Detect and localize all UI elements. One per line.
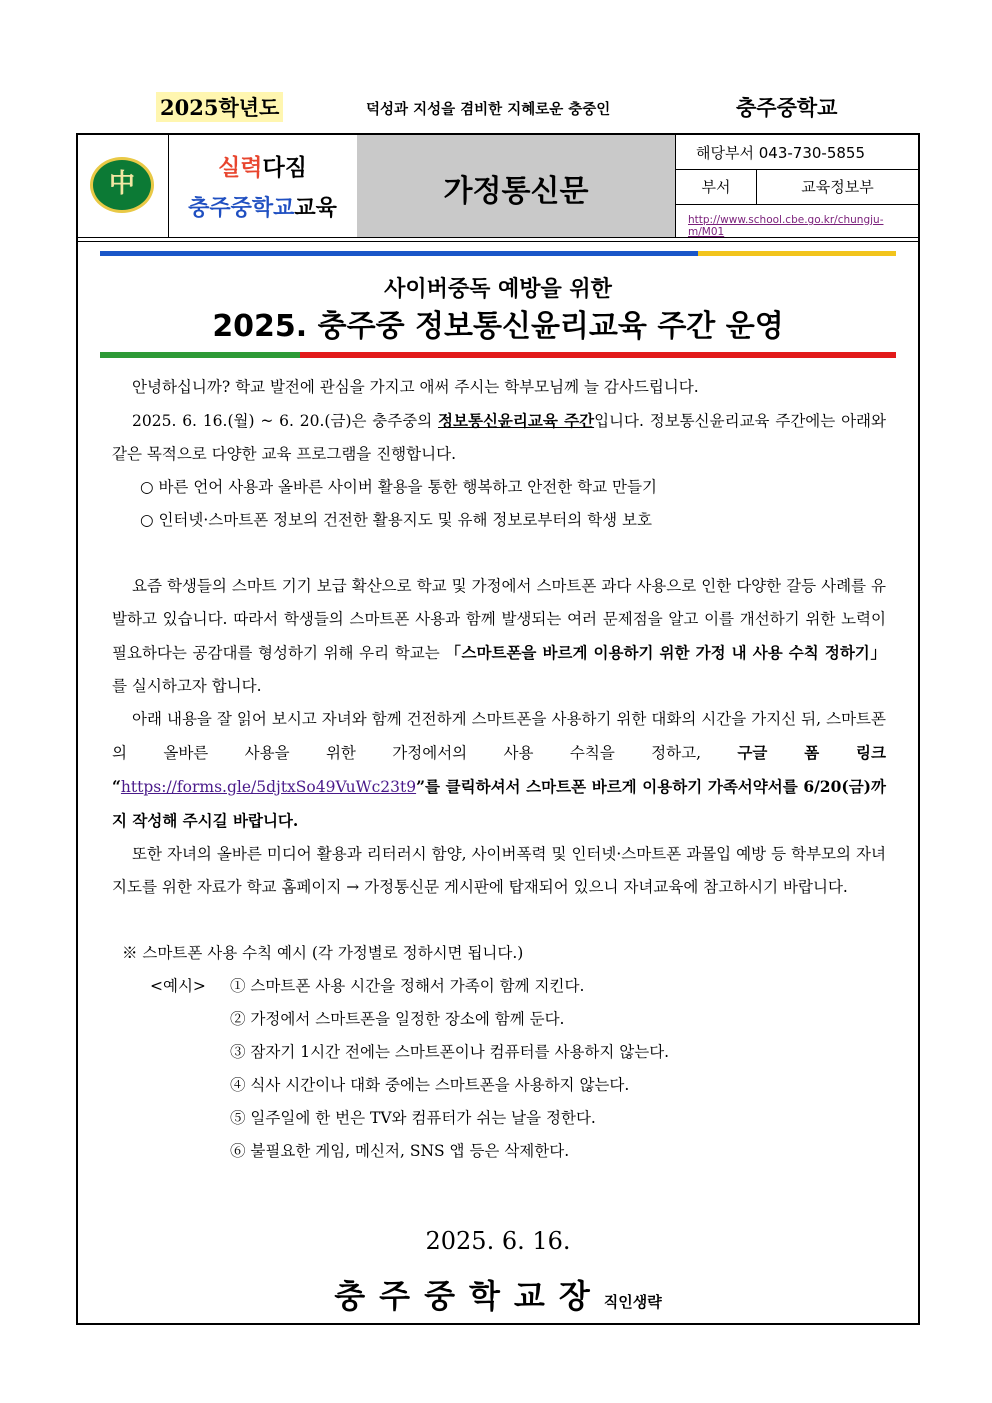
signature [78,1271,918,1317]
letter-body [112,371,886,1168]
slogan-rest: 다짐 [262,155,307,181]
logo-cell [78,135,169,237]
url-row [676,205,918,237]
header-divider [78,237,918,242]
example-row [112,1135,886,1168]
example-row [112,1036,886,1069]
top-line [76,88,918,124]
color-bar-top [100,251,896,256]
newsletter-frame [76,133,920,1325]
school-name: 충주중학교 [736,96,838,120]
document-title: 가정통신문 [443,174,589,209]
principal-title: 충주중학교장 [334,1277,604,1315]
purpose-1: ○ 바른 언어 사용과 올바른 사이버 활용을 통한 행복하고 안전한 학교 만들기 [140,478,657,496]
dept-phone-row [676,135,918,170]
example-label: <예시> [150,977,206,995]
example-row [112,1069,886,1102]
slogan-line-2 [168,191,357,222]
program-title: 「스마트폰을 바르게 이용하기 위한 가정 내 사용 수칙 정하기」 [445,643,886,662]
headline-sub: 사이버중독 예방을 위한 [384,277,612,302]
example-item: ⑤ 일주일에 한 번은 TV와 컴퓨터가 쉬는 날을 정한다. [230,1109,596,1127]
paragraph-week: 2025. 6. 16.(월) ~ 6. 20.(금)은 충주중의 정보통신윤리교육 주간입니다. 정보통신윤리교육 주간에는 아래와 같은 목적으로 다양한 교육 프로그램을 진행합니다. [112,411,886,463]
dept-row [676,170,918,205]
issue-date: 2025. 6. 16. [425,1227,571,1255]
example-note: ※ 스마트폰 사용 수칙 예시 (각 가정별로 정하시면 됩니다.) [122,944,524,962]
dept-value: 교육정보부 [801,178,874,196]
greeting: 안녕하십니까? 학교 발전에 관심을 가지고 애써 주시는 학부모님께 늘 감사드립니다. [132,378,699,396]
example-item: ② 가정에서 스마트폰을 일정한 장소에 함께 둔다. [230,1010,565,1028]
school-motto: 덕성과 지성을 겸비한 지혜로운 충중인 [366,102,611,118]
title-cell [357,135,676,237]
header-table [78,135,918,237]
seal-note: 직인생략 [603,1293,662,1311]
dept-phone: 해당부서 043-730-5855 [696,144,865,162]
paragraph-resources: 또한 자녀의 올바른 미디어 활용과 리터러시 함양, 사이버폭력 및 인터넷·스마트폰 과몰입 예방 등 학부모의 자녀 지도를 위한 자료가 학교 홈페이지 → 가정통신문 게시판에 탑재되어 있으니 자녀교육에 참고하시기 바랍니다. [112,845,886,896]
slogan-red: 실력 [218,155,263,181]
example-item: ① 스마트폰 사용 시간을 정해서 가족이 함께 지킨다. [230,977,585,995]
paragraph-background: 요즘 학생들의 스마트 기기 보급 확산으로 학교 및 가정에서 스마트폰 과다 사용으로 인한 다양한 갈등 사례를 유발하고 있습니다. 따라서 학생들의 스마트폰 사용과 함께 발생되는 여러 문제점을 알고 이를 개선하기 위한 노력이 필요하다는 공감대를 형성하기 위해 우리 학교는 「스마트폰을 바르게 이용하기 위한 가정 내 사용 수칙 정하기」를 실시하고자 합니다. [112,577,886,695]
dept-label: 부서 [676,170,757,204]
example-row [112,1102,886,1135]
school-url-link[interactable]: http://www.school.cbe.go.kr/chungju-m/M01 [688,214,884,238]
example-item: ⑥ 불필요한 게임, 메신저, SNS 앱 등은 삭제한다. [230,1142,570,1160]
slogan-cell [168,135,358,237]
color-bar-bottom [100,352,896,358]
purpose-2: ○ 인터넷·스마트폰 정보의 건전한 활용지도 및 유해 정보로부터의 학생 보호 [140,511,652,529]
paragraph-request: 아래 내용을 잘 읽어 보시고 자녀와 함께 건전하게 스마트폰을 사용하기 위한 대화의 시간을 가지신 뒤, 스마트폰의 올바른 사용을 위한 가정에서의 사용 수칙을 정하고, 구글 폼 링크 “https://forms.gle/5djtxSo49VuWc23t9”를 클릭하셔서 스마트폰 바르게 이용하기 가족서약서를 6/20(금)까지 작성해 주시길 바랍니다. [112,710,886,830]
slogan-blue: 충주중학교 [188,196,295,221]
slogan-line-1 [168,149,357,182]
google-form-link[interactable]: https://forms.gle/5djtxSo49VuWc23t9 [120,778,417,796]
example-row [112,970,886,1003]
example-item: ④ 식사 시간이나 대화 중에는 스마트폰을 사용하지 않는다. [230,1076,630,1094]
info-cell [676,135,918,237]
example-row [112,1003,886,1036]
example-item: ③ 잠자기 1시간 전에는 스마트폰이나 컴퓨터를 사용하지 않는다. [230,1043,670,1061]
week-highlight: 정보통신윤리교육 주간 [438,411,595,430]
school-year: 2025학년도 [156,92,283,122]
headline-main: 2025. 충주중 정보통신윤리교육 주간 운영 [212,309,784,344]
school-logo-icon [90,157,154,213]
slogan-rest-2: 교육 [294,196,337,221]
logo-glyph: 中 [108,169,135,199]
